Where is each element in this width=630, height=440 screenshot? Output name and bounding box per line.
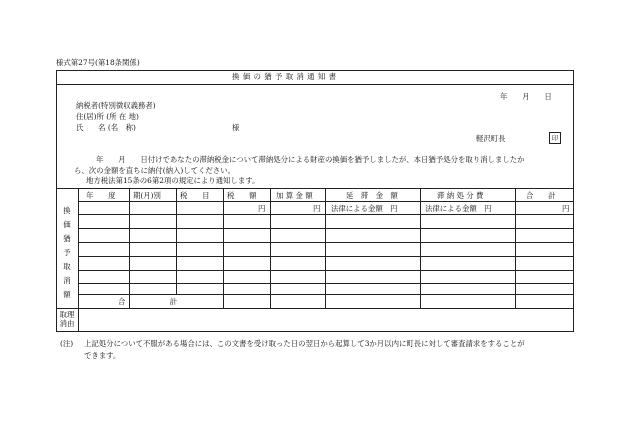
row-divider-3 (78, 242, 574, 243)
header-additional: 加 算 金 額 (276, 191, 313, 200)
row-divider-5 (78, 270, 574, 271)
unit-tax-amount: 円 (258, 204, 266, 213)
side-label: 換価猶予取消額 (63, 206, 71, 299)
header-year: 年 度 (86, 191, 116, 200)
header-divider (78, 201, 574, 202)
header-late-fee: 延 滞 金 額 (346, 191, 398, 200)
header-tax-item: 税 目 (180, 191, 210, 200)
col-div-4 (270, 188, 271, 308)
side-col-divider (78, 188, 79, 308)
col-div-6 (420, 188, 421, 308)
subheader-late-fee: 法律による金額 円 (331, 204, 398, 213)
col-div-3 (223, 188, 224, 308)
col-div-1 (129, 188, 130, 308)
body-line-3: 地方税法第15条の6第2項の規定により通知します。 (86, 176, 260, 185)
cancel-reason-label: 取理消由 (59, 310, 75, 328)
table-bottom-border (56, 308, 574, 309)
unit-total: 円 (562, 204, 570, 213)
row-divider-1 (78, 214, 574, 215)
title-divider (56, 84, 574, 85)
total-row-label: 合 計 (118, 297, 178, 306)
row-divider-6 (78, 283, 574, 284)
header-total: 合 計 (526, 191, 556, 200)
subheader-disposition: 法律による金額 円 (425, 204, 492, 213)
seal-mark: 印 (549, 132, 561, 144)
body-line-1: 年 月 日付けであなたの滞納税金について滞納処分による財産の換価を猶予しましたが、本日猶予処分を取り消しましたか (96, 155, 525, 164)
document-title: 換 価 の 猶 予 取 消 通 知 書 (232, 72, 337, 81)
sender-name: 軽沢町長 (476, 134, 506, 143)
col-div-5 (325, 188, 326, 308)
note-prefix: (注) (60, 339, 74, 348)
issue-date: 年 月 日 (500, 92, 552, 101)
col-div-2 (176, 188, 177, 294)
unit-additional: 円 (313, 204, 321, 213)
header-disposition-cost: 滞 納 処 分 費 (437, 191, 484, 200)
header-period: 期(月)別 (133, 191, 161, 200)
col-div-7 (515, 188, 516, 308)
body-line-2: ら、次の金額を直ちに納付(納入)してください。 (74, 166, 235, 175)
row-divider-4 (78, 256, 574, 257)
row-divider-7 (78, 294, 574, 295)
recipient-address: 住(居)所 (所 在 地) (76, 112, 139, 121)
recipient-name: 氏 名 (名 称) (76, 123, 136, 132)
note-line-2: できます。 (84, 351, 121, 360)
table-top-border (56, 188, 574, 189)
reason-col-divider (78, 308, 79, 332)
header-tax-amount: 税 額 (227, 191, 257, 200)
note-line-1: 上記処分について不服がある場合には、この文書を受け取った日の翌日から起算して3か月以内に町長に対して審査請求をすることが (84, 339, 525, 348)
recipient-type: 納税者(特別徴収義務者) (76, 101, 156, 110)
recipient-honorific: 様 (232, 123, 240, 132)
form-number: 様式第27号(第18条関係) (56, 58, 140, 67)
row-divider-2 (78, 228, 574, 229)
